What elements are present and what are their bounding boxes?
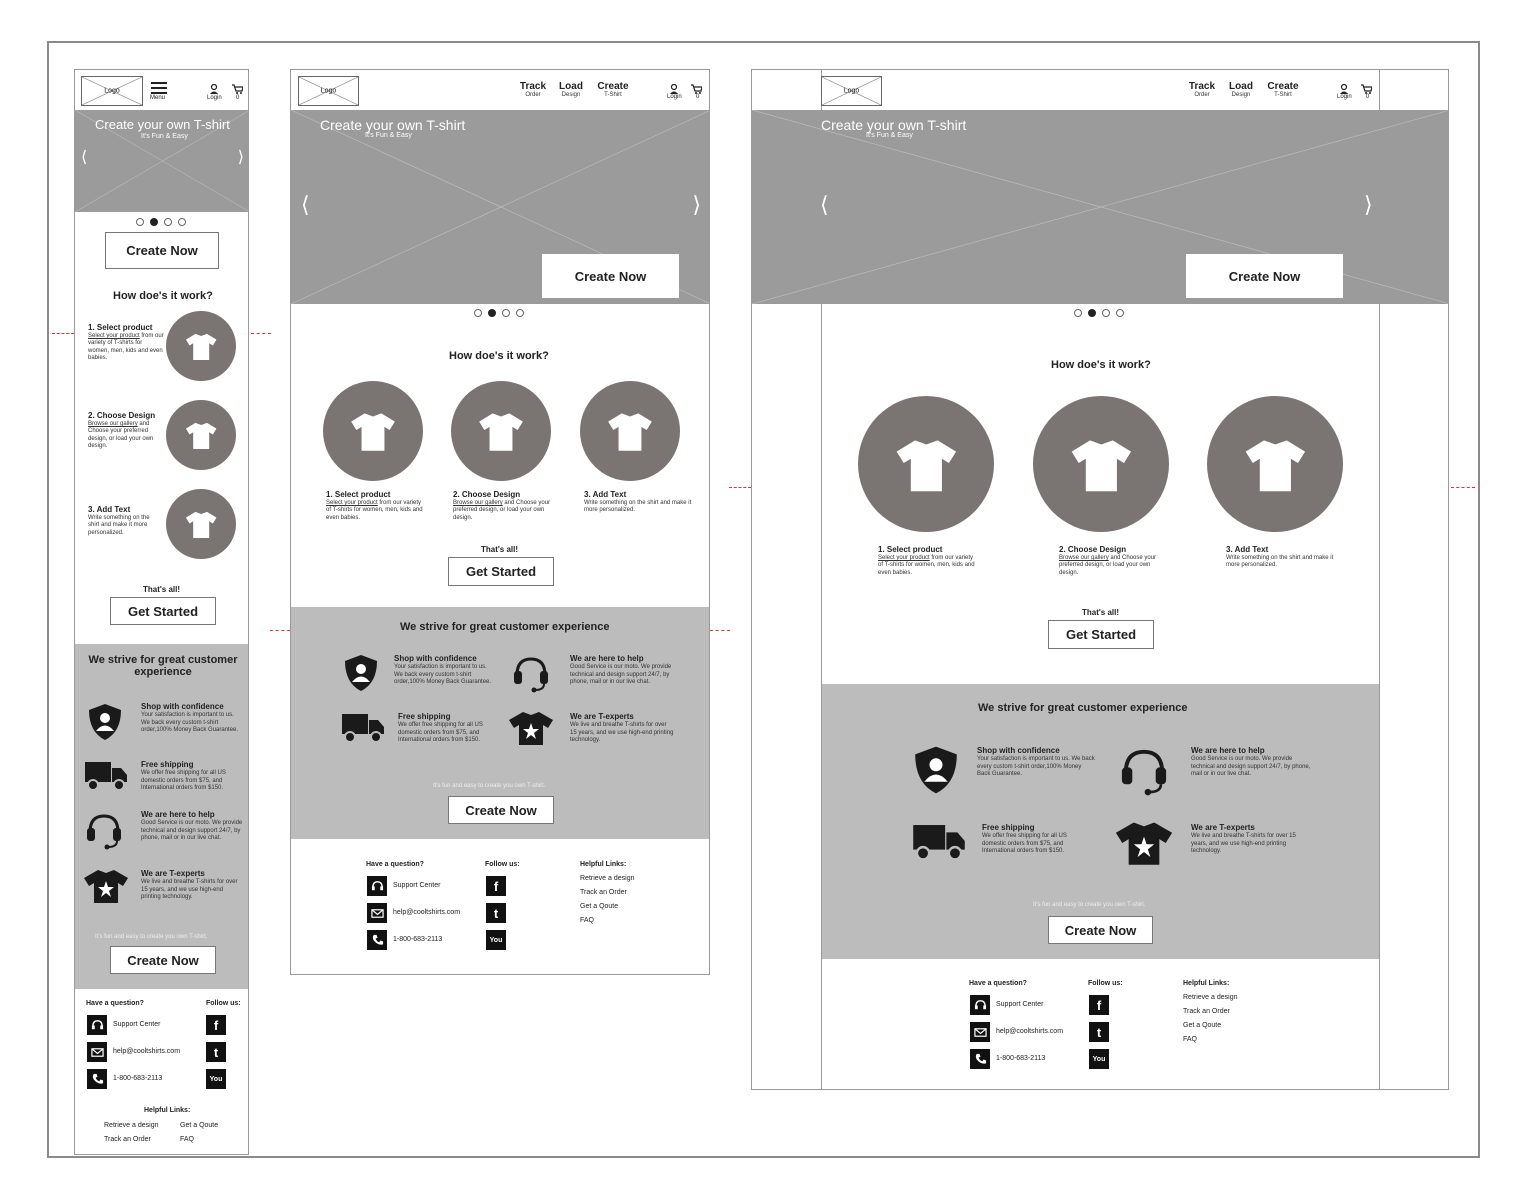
email-link[interactable]: help@cooltshirts.com: [393, 909, 461, 916]
cart-icon[interactable]: [232, 81, 243, 91]
step-text: and Choose your preferred design, or load your own design.: [88, 420, 154, 450]
step-text: and Choose your preferred design, or load your own design.: [453, 499, 551, 521]
step-text: from our variety of T-shirts for women, men, kids and even babies.: [878, 554, 975, 576]
footer-link[interactable]: FAQ: [1183, 1036, 1198, 1043]
step-3: [88, 506, 158, 537]
footer-link[interactable]: Retrieve a design: [580, 875, 635, 882]
carousel-dot[interactable]: [502, 309, 510, 317]
star-shirt-icon: [1114, 820, 1174, 866]
footer-link[interactable]: FAQ: [180, 1136, 195, 1143]
how-title: How doe's it work?: [113, 290, 213, 302]
step-title: 1. Select product: [88, 323, 153, 332]
carousel-dot[interactable]: [474, 309, 482, 317]
feature-text: Your satisfaction is important to us. We back every custom t-shirt order,100% Money Back Guarantee.: [977, 756, 1095, 777]
feature-text: Good Service is our moto. We provide technical and design support 24/7, by phone, mail or in our live chat.: [1191, 756, 1311, 777]
footer-follow-title: Follow us:: [206, 1000, 241, 1007]
step-title: 3. Add Text: [88, 505, 131, 514]
carousel-next-icon[interactable]: ⟩: [692, 192, 701, 217]
footer-links-title: Helpful Links:: [1183, 980, 1230, 987]
guide-mark: [251, 333, 271, 334]
email-link[interactable]: help@cooltshirts.com: [113, 1048, 181, 1055]
footer-link[interactable]: Get a Qoute: [180, 1122, 219, 1129]
tagline: It's fun and easy to create you own T-shirt.: [433, 783, 546, 789]
step-title: 3. Add Text: [1226, 545, 1269, 554]
step-text: Write something on the shirt and make it more personalized.: [88, 514, 150, 536]
feature-text: We offer free shipping for all US domestic orders from $75, and International orders from $150.: [982, 833, 1067, 854]
carousel-dot[interactable]: [488, 309, 496, 317]
email-link[interactable]: help@cooltshirts.com: [996, 1028, 1064, 1035]
headset-icon: [1118, 744, 1170, 796]
step-1: [88, 324, 164, 363]
feature-title: We are here to help: [570, 654, 644, 663]
carousel-next-icon[interactable]: ⟩: [1364, 192, 1373, 217]
mobile-frame: [74, 69, 249, 1155]
star-shirt-icon: [83, 868, 129, 904]
step-3: [1226, 546, 1338, 570]
truck-icon: [912, 820, 966, 862]
create-now-button[interactable]: Create Now: [542, 254, 679, 298]
hero-carousel[interactable]: [75, 110, 249, 212]
footer-link[interactable]: Get a Qoute: [580, 903, 619, 910]
hero-title: Create your own T-shirt: [95, 117, 230, 132]
create-now-button[interactable]: Create Now: [1186, 254, 1343, 298]
step-2: [453, 491, 557, 522]
step-title: 3. Add Text: [584, 490, 627, 499]
step-2: [1059, 546, 1163, 577]
carousel-prev-icon[interactable]: ⟨: [81, 149, 88, 166]
feature-title: Shop with confidence: [141, 702, 224, 711]
logo[interactable]: Logo: [298, 76, 359, 106]
twitter-icon[interactable]: t: [486, 903, 506, 923]
carousel-dot[interactable]: [516, 309, 524, 317]
guide-mark: [729, 487, 751, 488]
phone-icon[interactable]: [87, 1069, 107, 1089]
user-icon[interactable]: [669, 81, 679, 91]
step-title: 2. Choose Design: [1059, 545, 1127, 554]
carousel-dots[interactable]: [1074, 309, 1124, 317]
tablet-frame: [290, 69, 710, 975]
feature-text: We offer free shipping for all US domestic orders from $75, and International orders from $150.: [398, 722, 483, 743]
footer-link[interactable]: Track an Order: [580, 889, 627, 896]
feature-text: Good Service is our moto. We provide technical and design support 24/7, by phone, mail or in our live chat.: [570, 664, 672, 685]
create-now-button[interactable]: Create Now: [1048, 916, 1153, 944]
hero-title: Create your own T-shirt: [320, 117, 466, 133]
truck-icon: [84, 758, 128, 792]
step-1: [878, 546, 978, 577]
hero-subtitle: It's Fun & Easy: [365, 132, 412, 139]
support-link[interactable]: Support Center: [113, 1021, 161, 1028]
guide-mark: [270, 630, 290, 631]
shield-user-icon: [85, 702, 125, 742]
carousel-dot[interactable]: [164, 218, 172, 226]
tagline: It's fun and easy to create you own T-shirt.: [95, 934, 208, 940]
tshirt-icon: [451, 381, 551, 481]
tshirt-icon: [166, 400, 236, 470]
tshirt-icon: [1207, 396, 1343, 532]
hero-title: Create your own T-shirt: [821, 117, 967, 133]
carousel-dot[interactable]: [1074, 309, 1082, 317]
step-2: [88, 412, 164, 451]
shield-user-icon: [910, 744, 962, 796]
feature-title: Shop with confidence: [394, 654, 477, 663]
content-guide: [1379, 70, 1380, 110]
feature-title: Free shipping: [398, 712, 451, 721]
experience-section: [75, 644, 249, 989]
footer-question-title: Have a question?: [86, 1000, 144, 1007]
how-title: How doe's it work?: [449, 350, 549, 362]
mail-icon[interactable]: [970, 1022, 990, 1042]
logo[interactable]: Logo: [821, 76, 882, 106]
footer-question-title: Have a question?: [969, 980, 1027, 987]
how-title: How doe's it work?: [1051, 359, 1151, 371]
carousel-prev-icon[interactable]: ⟨: [301, 192, 310, 217]
footer-link[interactable]: Retrieve a design: [1183, 994, 1238, 1001]
step-title: 1. Select product: [326, 490, 391, 499]
footer-links-title: Helpful Links:: [580, 861, 627, 868]
phone-icon[interactable]: [970, 1049, 990, 1069]
feature-title: We are here to help: [1191, 746, 1265, 755]
youtube-icon[interactable]: You: [206, 1069, 226, 1089]
step-3: [584, 491, 692, 515]
support-icon[interactable]: [970, 995, 990, 1015]
thats-all-label: That's all!: [481, 545, 519, 554]
experience-section: [822, 684, 1379, 959]
headset-icon: [84, 810, 124, 850]
footer-follow-title: Follow us:: [1088, 980, 1123, 987]
experience-title: We strive for great customer experience: [88, 654, 238, 678]
experience-section: [291, 607, 710, 839]
login-label[interactable]: Login: [667, 94, 682, 100]
footer-link[interactable]: FAQ: [580, 917, 595, 924]
get-started-button[interactable]: Get Started: [448, 557, 554, 586]
hero-carousel[interactable]: [291, 110, 710, 304]
step-text: from our variety of T-shirts for women, men, kids and even babies.: [326, 499, 423, 521]
cart-count: 0: [1366, 94, 1370, 100]
phone-link[interactable]: 1-800-683-2113: [996, 1055, 1046, 1062]
support-link[interactable]: Support Center: [996, 1001, 1044, 1008]
experience-title: We strive for great customer experience: [978, 702, 1188, 714]
menu-icon[interactable]: [151, 82, 167, 94]
step-text: from our variety of T-shirts for women, men, kids and even babies.: [88, 332, 164, 362]
facebook-icon[interactable]: f: [486, 876, 506, 896]
create-now-button[interactable]: Create Now: [105, 232, 219, 269]
cart-icon[interactable]: [691, 81, 702, 91]
feature-title: Free shipping: [141, 760, 194, 769]
desktop-frame: [751, 69, 1449, 1090]
thats-all-label: That's all!: [143, 585, 181, 594]
select-product-link[interactable]: Select your product: [326, 499, 378, 506]
nav-load-design[interactable]: Load Design: [559, 81, 583, 98]
experience-title: We strive for great customer experience: [400, 621, 610, 633]
support-icon[interactable]: [87, 1015, 107, 1035]
create-now-button[interactable]: Create Now: [110, 946, 216, 974]
feature-text: Good Service is our moto. We provide technical and design support 24/7, by phone, mail or in our live chat.: [141, 820, 243, 841]
nav-track-order[interactable]: Track Order: [519, 81, 547, 98]
feature-title: We are T-experts: [570, 712, 634, 721]
feature-title: Free shipping: [982, 823, 1035, 832]
youtube-icon[interactable]: You: [1089, 1049, 1109, 1069]
feature-title: We are here to help: [141, 810, 215, 819]
hero-subtitle: It's Fun & Easy: [141, 133, 188, 140]
menu-label[interactable]: Menu: [150, 95, 166, 101]
footer-follow-title: Follow us:: [485, 861, 520, 868]
step-text: Write something on the shirt and make it more personalized.: [584, 499, 692, 514]
hero-subtitle: It's Fun & Easy: [866, 132, 913, 139]
phone-link[interactable]: 1-800-683-2113: [113, 1075, 163, 1082]
browse-gallery-link[interactable]: Browse our gallery: [1059, 554, 1109, 561]
get-started-button[interactable]: Get Started: [1048, 620, 1154, 649]
feature-text: We live and breathe T-shirts for over 15 years, and we use high-end printing technology.: [141, 879, 238, 900]
feature-title: Shop with confidence: [977, 746, 1060, 755]
feature-text: We live and breathe T-shirts for over 15 years, and we use high-end printing technology.: [570, 722, 674, 743]
login-label[interactable]: Login: [1337, 94, 1352, 100]
star-shirt-icon: [508, 710, 554, 746]
carousel-dots[interactable]: [474, 309, 524, 317]
truck-icon: [341, 710, 385, 744]
tshirt-icon: [323, 381, 423, 481]
create-now-button[interactable]: Create Now: [448, 796, 554, 824]
shield-user-icon: [341, 653, 381, 693]
tshirt-icon: [1033, 396, 1169, 532]
nav-load-design[interactable]: Load Design: [1229, 81, 1253, 98]
tshirt-icon: [166, 311, 236, 381]
tshirt-icon: [580, 381, 680, 481]
footer-link[interactable]: Retrieve a design: [104, 1122, 159, 1129]
facebook-icon[interactable]: f: [1089, 995, 1109, 1015]
content-guide: [1379, 304, 1380, 1090]
thats-all-label: That's all!: [1082, 608, 1120, 617]
tshirt-icon: [858, 396, 994, 532]
carousel-dot[interactable]: [1116, 309, 1124, 317]
tshirt-icon: [166, 489, 236, 559]
user-icon[interactable]: [1339, 81, 1349, 91]
cart-count: 0: [696, 94, 700, 100]
guide-mark: [1451, 487, 1475, 488]
support-icon[interactable]: [367, 876, 387, 896]
hero-carousel[interactable]: [752, 110, 1449, 304]
footer-link[interactable]: Track an Order: [104, 1136, 151, 1143]
carousel-dot[interactable]: [136, 218, 144, 226]
twitter-icon[interactable]: t: [1089, 1022, 1109, 1042]
twitter-icon[interactable]: t: [206, 1042, 226, 1062]
carousel-prev-icon[interactable]: ⟨: [820, 192, 829, 217]
feature-text: Your satisfaction is important to us. We back every custom t-shirt order,100% Money Back Guarantee.: [141, 712, 239, 733]
mail-icon[interactable]: [367, 903, 387, 923]
support-link[interactable]: Support Center: [393, 882, 441, 889]
step-title: 2. Choose Design: [453, 490, 521, 499]
footer-link[interactable]: Get a Qoute: [1183, 1022, 1222, 1029]
nav-create-tshirt[interactable]: Create T-Shirt: [1267, 81, 1299, 98]
carousel-dots[interactable]: [136, 218, 186, 226]
select-product-link[interactable]: Select your product: [88, 332, 140, 339]
cart-count: 0: [236, 95, 240, 101]
nav-track-order[interactable]: Track Order: [1188, 81, 1216, 98]
tagline: It's fun and easy to create you own T-shirt.: [1033, 902, 1146, 908]
feature-title: We are T-experts: [1191, 823, 1255, 832]
browse-gallery-link[interactable]: Browse our gallery: [453, 499, 503, 506]
step-text: and Choose your preferred design, or load your own design.: [1059, 554, 1157, 576]
feature-text: We live and breathe T-shirts for over 15 years, and we use high-end printing technology.: [1191, 833, 1296, 854]
select-product-link[interactable]: Select your product: [878, 554, 930, 561]
carousel-dot[interactable]: [1102, 309, 1110, 317]
phone-icon[interactable]: [367, 930, 387, 950]
step-title: 1. Select product: [878, 545, 943, 554]
facebook-icon[interactable]: f: [206, 1015, 226, 1035]
youtube-icon[interactable]: You: [486, 930, 506, 950]
carousel-dot[interactable]: [1088, 309, 1096, 317]
feature-text: We offer free shipping for all US domestic orders from $75, and International orders from $150.: [141, 770, 226, 791]
logo[interactable]: Logo: [81, 76, 143, 106]
guide-mark: [710, 630, 730, 631]
footer-question-title: Have a question?: [366, 861, 424, 868]
carousel-dot[interactable]: [178, 218, 186, 226]
get-started-button[interactable]: Get Started: [110, 597, 216, 625]
nav-create-tshirt[interactable]: Create T-Shirt: [597, 81, 629, 98]
footer-link[interactable]: Track an Order: [1183, 1008, 1230, 1015]
login-label[interactable]: Login: [207, 95, 222, 101]
footer-links-title: Helpful Links:: [144, 1107, 191, 1114]
step-title: 2. Choose Design: [88, 411, 156, 420]
headset-icon: [511, 653, 551, 693]
guide-mark: [52, 333, 74, 334]
step-text: Write something on the shirt and make it more personalized.: [1226, 554, 1334, 569]
phone-link[interactable]: 1-800-683-2113: [393, 936, 443, 943]
carousel-dot[interactable]: [150, 218, 158, 226]
feature-text: Your satisfaction is important to us. We back every custom t-shirt order,100% Money Back Guarantee.: [394, 664, 492, 685]
user-icon[interactable]: [209, 81, 219, 91]
carousel-next-icon[interactable]: ⟩: [237, 149, 244, 166]
cart-icon[interactable]: [1361, 81, 1372, 91]
step-1: [326, 491, 426, 522]
browse-gallery-link[interactable]: Browse our gallery: [88, 420, 138, 427]
mail-icon[interactable]: [87, 1042, 107, 1062]
feature-title: We are T-experts: [141, 869, 205, 878]
